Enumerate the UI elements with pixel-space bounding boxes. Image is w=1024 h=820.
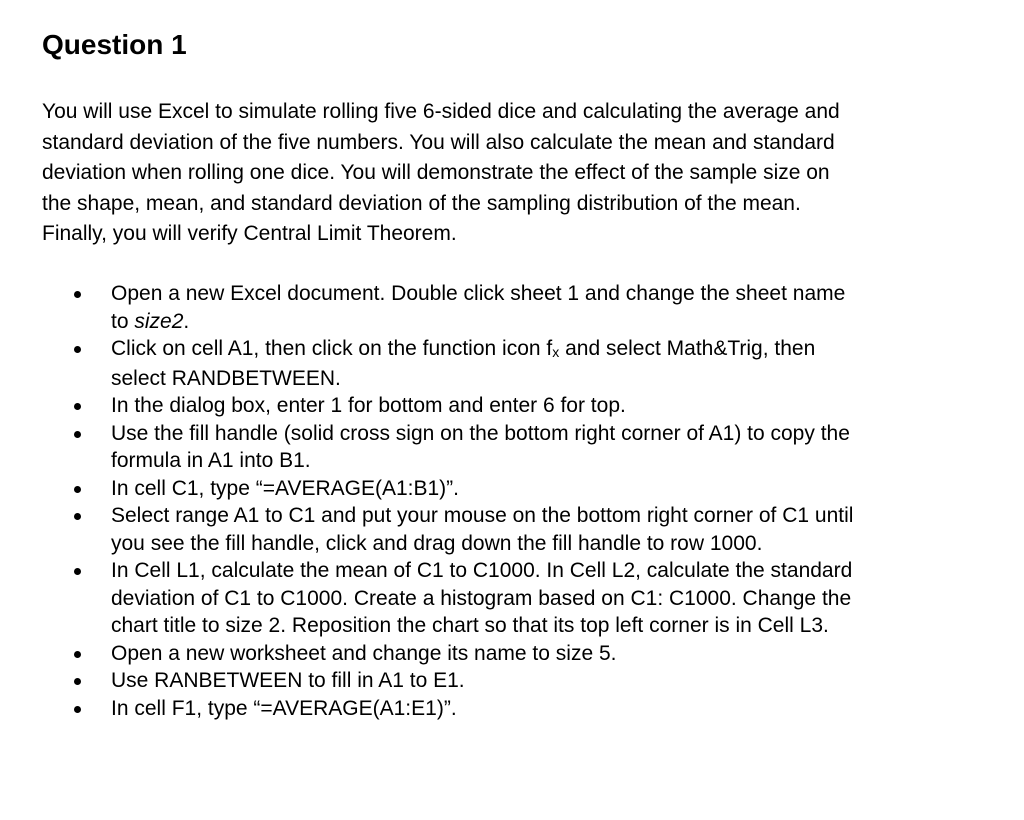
instruction-line: Select range A1 to C1 and put your mouse on the bottom right corner of C1 until xyxy=(111,504,854,527)
bullet-icon xyxy=(74,486,81,493)
instruction-item xyxy=(42,280,982,335)
bullet-icon xyxy=(74,291,81,298)
instruction-item xyxy=(42,557,982,640)
instruction-item xyxy=(42,640,982,668)
instruction-line: Use RANBETWEEN to fill in A1 to E1. xyxy=(111,669,465,692)
instruction-line: In Cell L1, calculate the mean of C1 to C1000. In Cell L2, calculate the standard xyxy=(111,559,853,582)
instruction-item xyxy=(42,475,982,503)
bullet-icon xyxy=(74,678,81,685)
bullet-icon xyxy=(74,431,81,438)
instruction-line: In cell F1, type “=AVERAGE(A1:E1)”. xyxy=(111,696,457,720)
sheet-name-emphasis: size2 xyxy=(134,309,184,333)
instruction-list xyxy=(42,280,982,722)
intro-line: deviation when rolling one dice. You will demonstrate the effect of the sample size on xyxy=(42,161,830,184)
instruction-line: Open a new Excel document. Double click sheet 1 and change the sheet name xyxy=(111,282,846,305)
instruction-item xyxy=(42,335,982,392)
instruction-line: deviation of C1 to C1000. Create a histogram based on C1: C1000. Change the xyxy=(111,586,852,610)
instruction-line: In cell C1, type “=AVERAGE(A1:B1)”. xyxy=(111,476,459,500)
bullet-icon xyxy=(74,346,81,353)
bullet-icon xyxy=(74,568,81,575)
instruction-line: In the dialog box, enter 1 for bottom and enter 6 for top. xyxy=(111,394,626,417)
instruction-text: and select Math&Trig, then xyxy=(559,337,816,360)
instruction-line: Open a new worksheet and change its name to size 5. xyxy=(111,641,617,665)
instruction-text: . xyxy=(183,309,190,333)
bullet-icon xyxy=(74,403,81,410)
question-title: Question 1 xyxy=(42,29,187,60)
instruction-item xyxy=(42,392,982,420)
intro-line: You will use Excel to simulate rolling five 6-sided dice and calculating the average and xyxy=(42,100,840,123)
instruction-item xyxy=(42,502,982,557)
intro-paragraph xyxy=(42,97,972,250)
instruction-line: select RANDBETWEEN. xyxy=(111,366,341,390)
bullet-icon xyxy=(74,706,81,713)
instruction-line: chart title to size 2. Reposition the chart so that its top left corner is in Cell L3. xyxy=(111,614,829,637)
bullet-icon xyxy=(74,513,81,520)
instruction-line: you see the fill handle, click and drag down the fill handle to row 1000. xyxy=(111,531,763,555)
instruction-line xyxy=(111,335,982,365)
instruction-item xyxy=(42,420,982,475)
instruction-line: formula in A1 into B1. xyxy=(111,449,311,472)
instruction-text: to xyxy=(111,309,135,333)
instruction-text: Click on cell A1, then click on the function icon xyxy=(111,337,547,360)
intro-line: Finally, you will verify Central Limit Theorem. xyxy=(42,222,457,245)
instruction-line: Use the fill handle (solid cross sign on the bottom right corner of A1) to copy the xyxy=(111,421,850,445)
instruction-line xyxy=(111,308,982,336)
instruction-item xyxy=(42,695,982,723)
bullet-icon xyxy=(74,651,81,658)
instruction-item xyxy=(42,667,982,695)
intro-line: the shape, mean, and standard deviation of the sampling distribution of the mean. xyxy=(42,191,801,215)
function-icon: $f_x$ xyxy=(546,337,560,360)
intro-line: standard deviation of the five numbers. You will also calculate the mean and standard xyxy=(42,130,835,154)
